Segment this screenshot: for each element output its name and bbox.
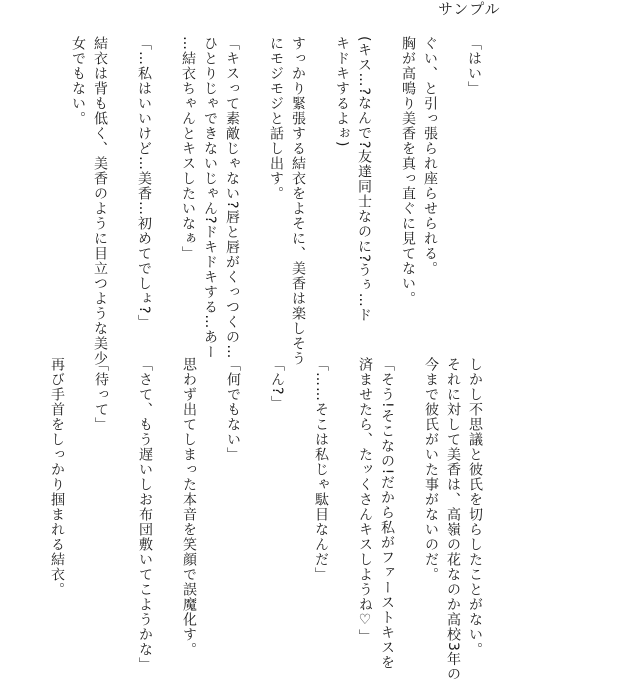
text-line: (キス…?なんで?友達同士なのに?うぅ…ド (356, 36, 372, 323)
text-line: 結衣は背も低く、美香のように目立つような美少 (92, 36, 108, 366)
blank-line (288, 357, 310, 647)
blank-line (441, 36, 463, 336)
text-line: 「待って」 (93, 357, 109, 432)
text-line: ぐい、と引っ張られ座らせられる。 (422, 36, 438, 276)
blank-line (156, 357, 178, 647)
blank-line (244, 357, 266, 647)
text-line: 「はい」 (466, 36, 482, 96)
blank-line (111, 36, 133, 336)
text-line: それに対して美香は、高嶺の花なのか高校3年の (445, 357, 461, 682)
text-line: ひとりじゃできないじゃん?ドキドキする…あー (202, 36, 218, 360)
text-line: 女でもない。 (70, 36, 86, 126)
text-line: 「さて、もう遅いしお布団敷いてこようかな」 (137, 357, 153, 672)
text-line: 「そう!そこなの!だから私がファーストキスを (379, 357, 395, 671)
text-line: にモジモジと話し出す。 (268, 36, 284, 201)
blank-line (200, 357, 222, 647)
text-line: 「……そこは私じゃ駄目なんだ」 (313, 357, 329, 582)
text-line: 「何でもない」 (225, 357, 241, 462)
text-line: 「…私はいいけど…美香…初めてでしょ?」 (136, 36, 152, 330)
blank-line (332, 357, 354, 647)
text-line: 「ん?」 (269, 357, 285, 411)
text-line: キドキするよぉ) (334, 36, 350, 148)
story-text-lower (46, 357, 486, 682)
text-line: すっかり緊張する結衣をよそに、美香は楽しそう (290, 36, 306, 366)
blank-line (243, 36, 265, 336)
blank-line (398, 357, 420, 647)
story-text-upper (67, 36, 485, 366)
text-line: 胸が高鳴り美香を真っ直ぐに見てない。 (400, 36, 416, 306)
text-line: 思わず出てしまった本音を笑顔で誤魔化す。 (181, 357, 197, 657)
text-line: 再び手首をしっかり掴まれる結衣。 (49, 357, 65, 597)
sample-watermark: サンプル (438, 0, 501, 18)
text-line: 今まで彼氏がいた事がないのだ。 (423, 357, 439, 582)
text-line: 「キスって素敵じゃない?唇と唇がくっつくの… (224, 36, 240, 360)
text-line: しかし不思議と彼氏を切らしたことがない。 (467, 357, 483, 657)
blank-line (309, 36, 331, 336)
blank-line (155, 36, 177, 336)
text-line: …結衣ちゃんとキスしたいなぁ」 (180, 36, 196, 261)
blank-line (375, 36, 397, 336)
blank-line (112, 357, 134, 647)
blank-line (68, 357, 90, 647)
text-line: 済ませたら、たッくさんキスしようね♡」 (357, 357, 373, 644)
